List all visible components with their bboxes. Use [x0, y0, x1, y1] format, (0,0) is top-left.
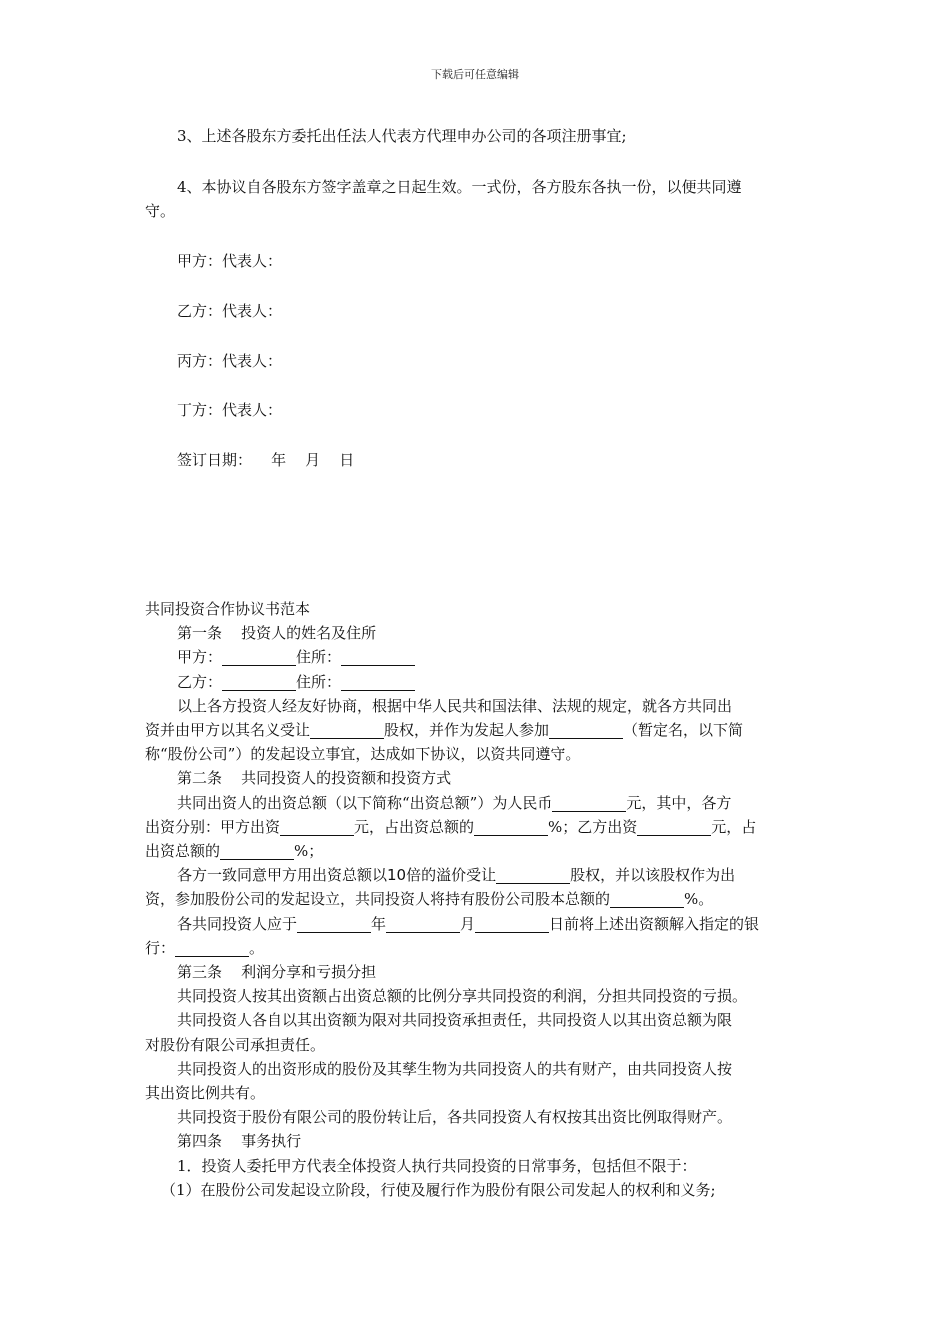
- article-4-p2: （1）在股份公司发起设立阶段，行使及履行作为股份有限公司发起人的权利和义务;: [161, 1180, 716, 1199]
- text-run: 元，占: [711, 817, 757, 836]
- signature-party-d: [145, 398, 810, 422]
- text-run: 元，占出资总额的: [354, 817, 475, 836]
- text-run: 出资总额的: [145, 842, 221, 861]
- article-2-p1-cont: [145, 815, 810, 839]
- party-c-representative: 丙方：代表人：: [177, 352, 283, 370]
- party-b-label: 乙方：: [177, 672, 223, 691]
- bank-blank: [175, 940, 249, 957]
- article-2-p2: [145, 863, 810, 887]
- clause-4-line2: 守。: [145, 202, 176, 220]
- party-b-percent-blank: [220, 843, 294, 860]
- text-run: 元，其中，各方: [626, 793, 732, 812]
- article-3-p1: 共同投资人按其出资额占出资总额的比例分享共同投资的利润，分担共同投资的亏损。: [177, 987, 748, 1006]
- equity-blank: [310, 722, 384, 739]
- text-run: （暂定名，以下简: [623, 721, 744, 740]
- text-run: 股权，并以该股权作为出: [570, 866, 736, 885]
- article-2-p3-cont: [145, 936, 810, 960]
- article-1-paragraph-end: [145, 742, 810, 766]
- premium-multiple: 10: [387, 866, 407, 885]
- clause-4-line1: 4、本协议自各股东方签字盖章之日起生效。一式份，各方股东各执一份，以便共同遵: [177, 178, 742, 196]
- party-a-capital-blank: [280, 819, 354, 836]
- article-4-p1: 1．投资人委托甲方代表全体投资人执行共同投资的日常事务，包括但不限于：: [177, 1156, 697, 1175]
- article-3-p2-cont: 对股份有限公司承担责任。: [145, 1035, 326, 1054]
- party-d-representative: 丁方：代表人：: [177, 401, 283, 419]
- text-run: 倍的溢价受让: [406, 866, 497, 885]
- text-run: %；乙方出资: [548, 817, 638, 836]
- text-run: 出资分别：甲方出资: [145, 817, 281, 836]
- article-2-p3: [145, 912, 810, 936]
- article-1-party-b: [145, 670, 810, 694]
- signature-party-a: [145, 249, 810, 273]
- company-name-blank: [549, 722, 623, 739]
- article-1-heading: 第一条 投资人的姓名及住所: [177, 624, 377, 643]
- party-b-capital-blank: [637, 819, 711, 836]
- party-b-address-blank: [341, 674, 415, 691]
- party-a-label: 甲方：: [177, 648, 223, 667]
- article-3-heading: 第三条 利润分享和亏损分担: [177, 963, 377, 982]
- year-blank: [297, 916, 371, 933]
- agreement-body: [145, 597, 810, 1202]
- clause-4: [145, 175, 810, 223]
- party-b-address-label: 住所：: [296, 672, 342, 691]
- share-percent-blank: [610, 891, 684, 908]
- article-1-paragraph: [145, 694, 810, 718]
- page-header: 下载后可任意编辑: [431, 68, 519, 81]
- text-run: 各方一致同意甲方用出资总额以: [177, 866, 388, 885]
- text-run: 称“股份公司”）的发起设立事宜，达成如下协议，以资共同遵守。: [145, 745, 581, 764]
- party-a-name-blank: [222, 649, 296, 666]
- text-run: 以上各方投资人经友好协商，根据中华人民共和国法律、法规的规定，就各方共同出: [177, 696, 733, 715]
- clause-3-text: 3、上述各股东方委托出任法人代表方代理申办公司的各项注册事宜;: [177, 127, 627, 145]
- article-3-p2: 共同投资人各自以其出资额为限对共同投资承担责任，共同投资人以其出资总额为限: [177, 1011, 733, 1030]
- clause-3: [145, 124, 810, 148]
- text-run: 年: [371, 914, 387, 933]
- article-2-p1-end: [145, 839, 810, 863]
- party-a-percent-blank: [474, 819, 548, 836]
- transfer-equity-blank: [496, 867, 570, 884]
- article-1-party-a: [145, 645, 810, 669]
- text-run: %；: [294, 842, 324, 861]
- party-b-name-blank: [222, 674, 296, 691]
- text-run: 资，参加股份公司的发起设立，共同投资人将持有股份公司股本总额的: [145, 890, 611, 909]
- text-run: 。: [249, 938, 265, 957]
- month-blank: [386, 916, 460, 933]
- party-a-address-label: 住所：: [296, 648, 342, 667]
- article-2-p1: [145, 791, 810, 815]
- article-3-p3: 共同投资人的出资形成的股份及其孳生物为共同投资人的共有财产，由共同投资人按: [177, 1059, 733, 1078]
- article-2-p2-cont: [145, 887, 810, 911]
- signature-party-c: [145, 349, 810, 373]
- text-run: 行：: [145, 938, 176, 957]
- article-2-heading: 第二条 共同投资人的投资额和投资方式: [177, 769, 452, 788]
- party-b-representative: 乙方：代表人：: [177, 302, 283, 320]
- signing-date-text: 签订日期： 年 月 日: [177, 451, 355, 469]
- text-run: 资并由甲方以其名义受让: [145, 721, 311, 740]
- signature-party-b: [145, 299, 810, 323]
- text-run: 共同出资人的出资总额（以下简称“出资总额”）为人民币: [177, 793, 553, 812]
- text-run: 各共同投资人应于: [177, 914, 298, 933]
- day-blank: [475, 916, 549, 933]
- article-1-paragraph-cont: [145, 718, 810, 742]
- text-run: %。: [684, 890, 714, 909]
- signing-date: [145, 448, 810, 472]
- text-run: 月: [460, 914, 476, 933]
- article-3-p4: 共同投资于股份有限公司的股份转让后，各共同投资人有权按其出资比例取得财产。: [177, 1108, 733, 1127]
- text-run: 日前将上述出资额解入指定的银: [549, 914, 760, 933]
- total-capital-blank: [552, 795, 626, 812]
- document-title: 共同投资合作协议书范本: [145, 600, 311, 618]
- party-a-address-blank: [341, 649, 415, 666]
- article-4-heading: 第四条 事务执行: [177, 1132, 302, 1151]
- article-3-p3-cont: 其出资比例共有。: [145, 1084, 266, 1103]
- party-a-representative: 甲方：代表人：: [177, 252, 283, 270]
- text-run: 股权，并作为发起人参加: [384, 721, 550, 740]
